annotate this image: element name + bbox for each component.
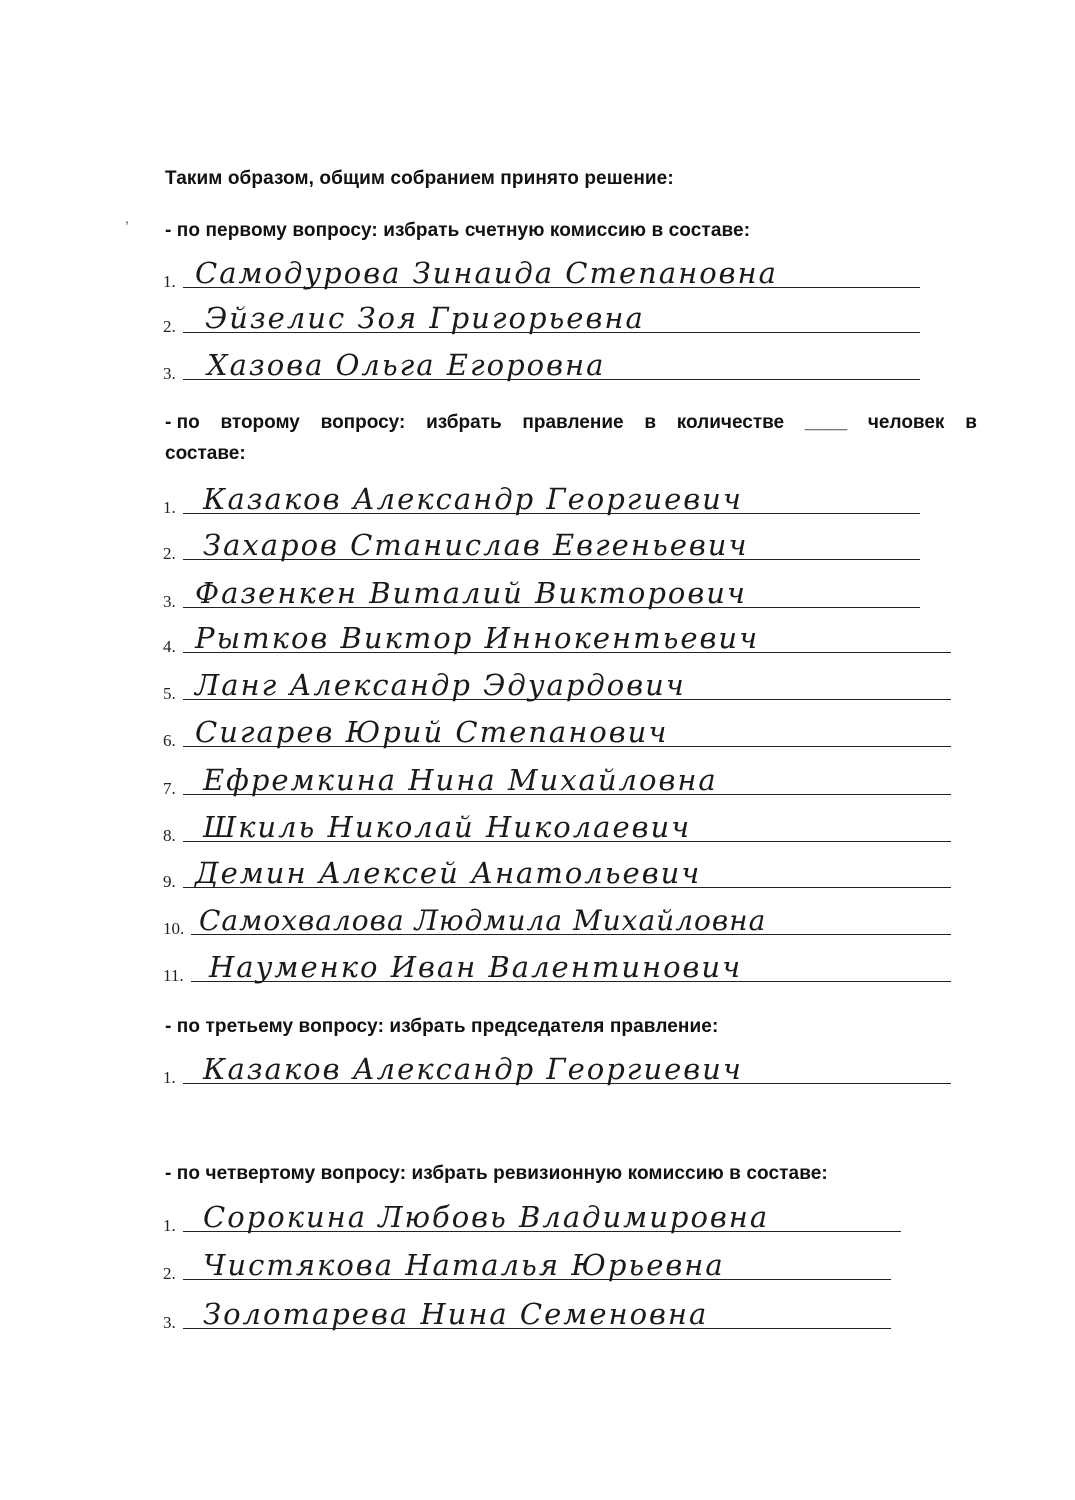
- q2-title-line2: составе:: [165, 443, 246, 464]
- entry-number: 8.: [163, 826, 176, 845]
- q2-word: второму: [220, 412, 300, 433]
- entry-number: 10.: [163, 919, 185, 938]
- q2-entry-5: [163, 664, 953, 704]
- q4-entry-1: [163, 1196, 903, 1236]
- q2-entry-11: [163, 946, 953, 986]
- q2-entry-6: [163, 711, 953, 751]
- entry-number: 3.: [163, 364, 176, 383]
- q2-entry-10: [163, 899, 953, 939]
- q2-word: в: [644, 412, 657, 433]
- entry-number: 7.: [163, 779, 176, 798]
- handwritten-name: Ефремкина Нина Михайловна: [203, 763, 718, 797]
- entry-number: 11.: [163, 966, 184, 985]
- handwritten-name: Казаков Александр Георгиевич: [203, 1052, 743, 1086]
- entry-number: 3.: [163, 592, 176, 611]
- handwritten-name: Науменко Иван Валентинович: [209, 950, 743, 984]
- handwritten-name: Фазенкен Виталий Викторович: [195, 576, 747, 610]
- entry-number: 5.: [163, 684, 176, 703]
- q4-entry-2: [163, 1244, 893, 1284]
- q1-entry-3: [163, 344, 923, 384]
- q2-word: вопросу:: [320, 412, 406, 433]
- q1-entry-2: [163, 297, 923, 337]
- entry-number: 3.: [163, 1313, 176, 1332]
- handwritten-name: Золотарева Нина Семеновна: [203, 1297, 709, 1331]
- entry-number: 1.: [163, 272, 176, 291]
- entry-number: 2.: [163, 317, 176, 336]
- handwritten-name: Демин Алексей Анатольевич: [195, 856, 702, 890]
- entry-number: 4.: [163, 637, 176, 656]
- entry-number: 2.: [163, 1264, 176, 1283]
- question-2-title: [165, 412, 977, 465]
- entry-number: 1.: [163, 1068, 176, 1087]
- q4-entry-3: [163, 1293, 893, 1333]
- q2-word: правление: [522, 412, 624, 433]
- handwritten-name: Захаров Станислав Евгеньевич: [203, 528, 749, 562]
- question-3-title: - по третьему вопросу: избрать председателя правление:: [165, 1016, 719, 1037]
- decision-heading: Таким образом, общим собранием принято решение:: [165, 168, 674, 189]
- q2-word: количестве: [676, 412, 785, 433]
- handwritten-name: Ланг Александр Эдуардович: [195, 668, 686, 702]
- q1-entry-1: [163, 252, 923, 292]
- question-1-title: - по первому вопросу: избрать счетную комиссию в составе:: [165, 220, 751, 241]
- handwritten-name: Чистякова Наталья Юрьевна: [203, 1248, 725, 1282]
- entry-number: 9.: [163, 872, 176, 891]
- handwritten-name: Самохвалова Людмила Михайловна: [199, 904, 767, 937]
- handwritten-name: Сигарев Юрий Степанович: [195, 715, 669, 749]
- handwritten-name: Хазова Ольга Егоровна: [207, 348, 606, 382]
- handwritten-name: Рытков Виктор Иннокентьевич: [195, 621, 760, 655]
- stray-mark: ,: [125, 210, 129, 226]
- q2-entry-9: [163, 852, 953, 892]
- q2-entry-3: [163, 572, 923, 612]
- q2-word: - по: [165, 412, 200, 433]
- entry-number: 1.: [163, 498, 176, 517]
- handwritten-name: Самодурова Зинаида Степановна: [195, 256, 778, 290]
- handwritten-name: Шкиль Николай Николаевич: [203, 810, 692, 844]
- entry-number: 2.: [163, 544, 176, 563]
- handwritten-name: Эйзелис Зоя Григорьевна: [205, 301, 645, 335]
- handwritten-name: Казаков Александр Георгиевич: [203, 482, 743, 516]
- q2-entry-4: [163, 617, 953, 657]
- q2-entry-8: [163, 806, 953, 846]
- q2-blank: ____: [804, 412, 848, 433]
- entry-number: 1.: [163, 1216, 176, 1235]
- q2-entry-2: [163, 524, 923, 564]
- q2-entry-7: [163, 759, 953, 799]
- q3-entry-1: [163, 1048, 953, 1088]
- handwritten-name: Сорокина Любовь Владимировна: [203, 1200, 770, 1234]
- q2-word: человек: [867, 412, 945, 433]
- question-4-title: - по четвертому вопросу: избрать ревизионную комиссию в составе:: [165, 1163, 828, 1184]
- q2-word: в: [965, 412, 977, 433]
- entry-number: 6.: [163, 731, 176, 750]
- q2-entry-1: [163, 478, 923, 518]
- q2-word: избрать: [426, 412, 502, 433]
